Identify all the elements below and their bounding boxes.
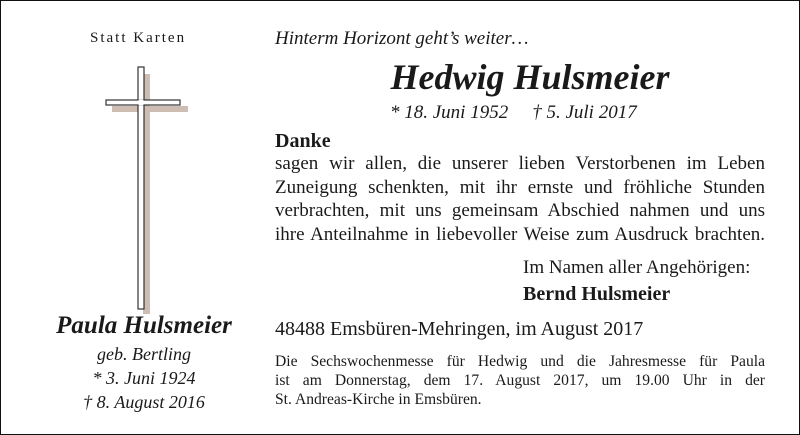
danke-heading: Danke: [275, 130, 331, 152]
on-behalf-label: Im Namen aller Angehörigen:: [523, 257, 751, 278]
motto: Hinterm Horizont geht’s weiter…: [275, 28, 529, 49]
mass-notice: [275, 352, 765, 409]
death-date-paula: † 8. August 2016: [83, 392, 205, 412]
cross-icon: [104, 66, 194, 316]
birth-date-paula: * 3. Juni 1924: [92, 368, 196, 388]
thanks-line: ihre Anteilnahme in liebevoller Weise zum Ausdruck brachten.: [275, 223, 765, 245]
birth-name: geb. Bertling: [97, 344, 191, 364]
notice-line: Die Sechswochenmesse für Hedwig und die Jahresmesse für Paula: [275, 353, 765, 370]
deceased-name-paula: Paula Hulsmeier: [56, 312, 232, 339]
dates-hedwig: [390, 102, 637, 124]
thanks-text: [275, 152, 765, 246]
statt-karten-label: Statt Karten: [90, 30, 187, 46]
thanks-line: Zuneigung schenkten, mit ihr ernste und fröhliche Stunden: [275, 176, 765, 198]
deceased-name-hedwig: Hedwig Hulsmeier: [390, 57, 670, 97]
thanks-line: sagen wir allen, die unserer lieben Verstorbenen im Leben: [275, 153, 765, 174]
thanks-line: verbrachten, mit uns gemeinsam Abschied nahmen und uns: [275, 200, 765, 221]
place-date: 48488 Emsbüren-Mehringen, im August 2017: [275, 318, 644, 340]
birth-date-hedwig: * 18. Juni 1952: [390, 102, 509, 123]
signer-name: Bernd Hulsmeier: [523, 283, 671, 305]
death-date-hedwig: † 5. Juli 2017: [532, 102, 637, 123]
notice-line: ist am Donnerstag, dem 17. August 2017, um 19.00 Uhr in der: [275, 372, 765, 389]
notice-line: St. Andreas-Kirche in Emsbüren.: [275, 391, 482, 408]
